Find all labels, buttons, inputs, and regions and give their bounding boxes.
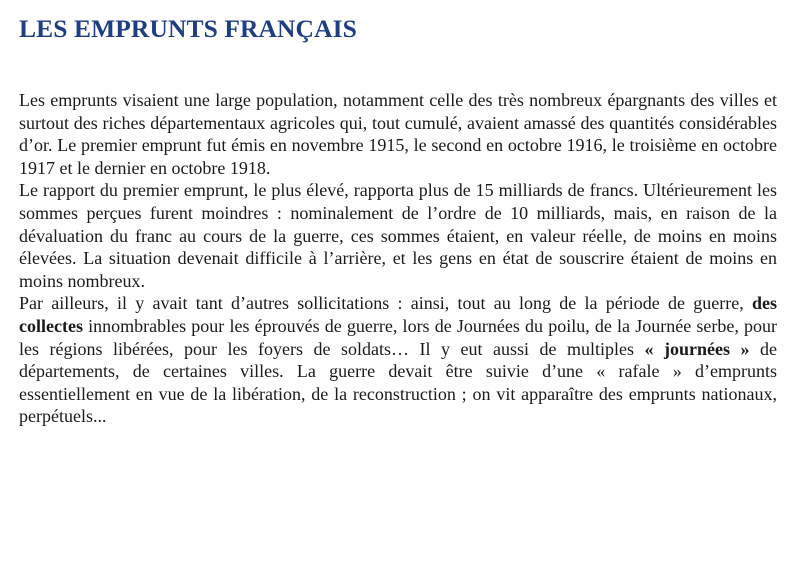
- paragraph-1-text: Les emprunts visaient une large population, notamment celle des très nombreux épargnants des villes et surtout des riches départementaux agricoles qui, tout cumulé, avaient amassé des quantités considérables d’or. Le premier emprunt fut émis en novembre 1915, le second en octobre 1916, le troisième en octobre 1917 et le dernier en octobre 1918.: [19, 90, 777, 178]
- emphasis-journees: « journées »: [644, 338, 750, 359]
- paragraph-3: [19, 292, 777, 428]
- paragraph-3-text-middle: innombrables pour les éprouvés de guerre, lors de Journées du poilu, de la Journée serbe, pour les régions libérées, pour les foyers de soldats… Il y eut aussi de multiples: [19, 315, 777, 359]
- paragraph-2-text: Le rapport du premier emprunt, le plus élevé, rapporta plus de 15 milliards de francs. Ultérieurement les sommes perçues furent moindres : nominalement de l’ordre de 10 milliards, mais, en raison de la dévaluation du franc au cours de la guerre, ces sommes étaient, en valeur réelle, de moins en moins élevées. La situation devenait difficile à l’arrière, et les gens en état de souscrire étaient de moins en moins nombreux.: [19, 180, 777, 291]
- paragraph-1: [19, 89, 777, 179]
- paragraph-3-text-end: de départements, de certaines villes. La guerre devait être suivie d’une « rafale » d’emprunts essentiellement en vue de la libération, de la reconstruction ; on vit apparaître des emprunts nationaux, perpétuels...: [19, 338, 777, 427]
- document-body: [19, 89, 777, 428]
- paragraph-3-text-start: Par ailleurs, il y avait tant d’autres sollicitations : ainsi, tout au long de la période de guerre,: [19, 293, 752, 314]
- paragraph-2: [19, 179, 777, 292]
- document-title: LES EMPRUNTS FRANÇAIS: [19, 14, 357, 43]
- emphasis-collectes: des collectes: [19, 293, 777, 336]
